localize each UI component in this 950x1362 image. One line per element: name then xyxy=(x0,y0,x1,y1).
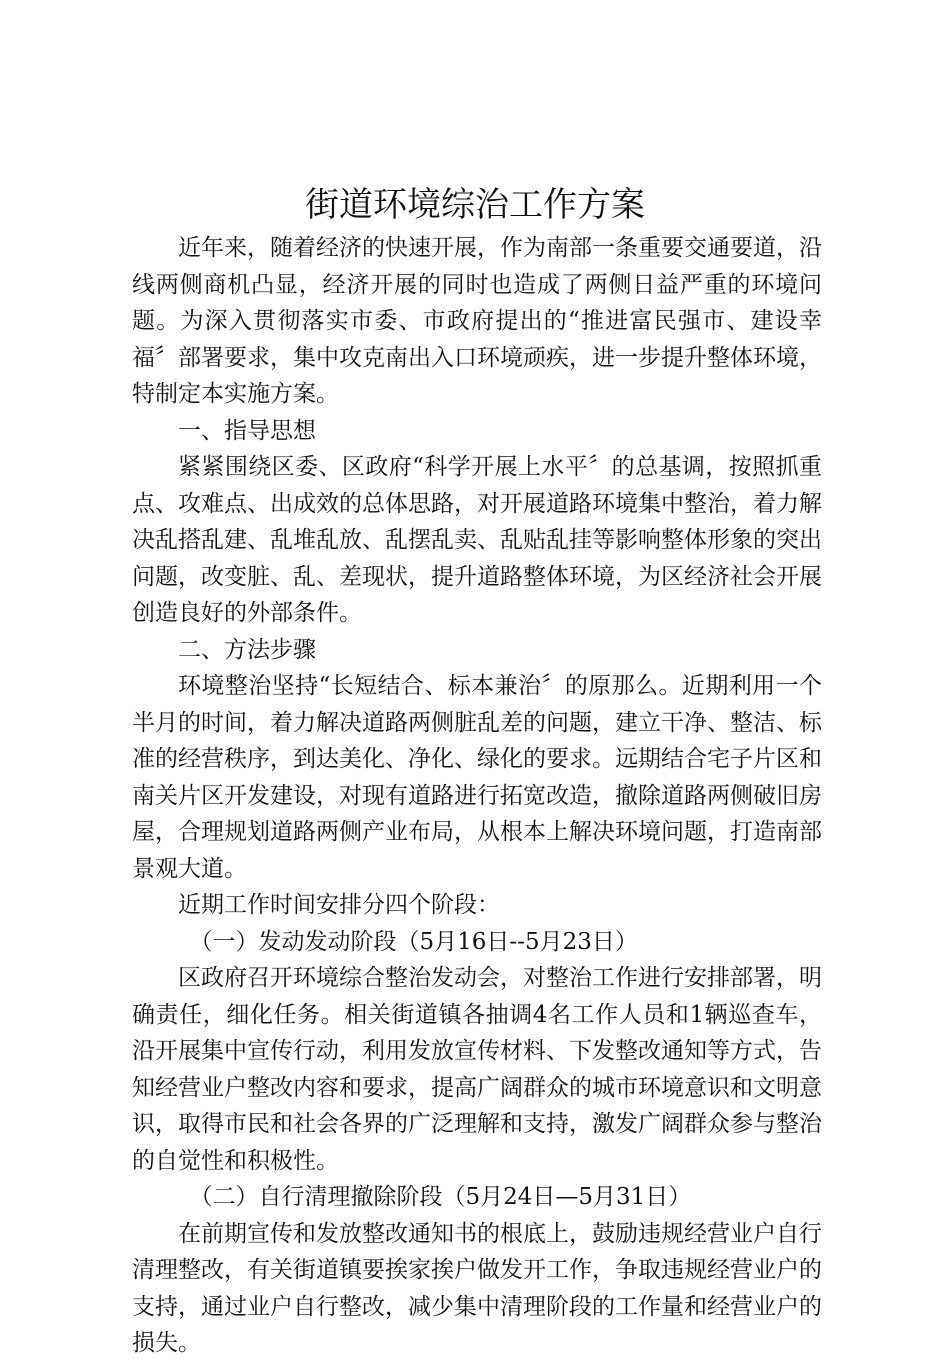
guiding-ideology-paragraph: 紧紧围绕区委、区政府“科学开展上水平〞的总基调，按照抓重点、攻难点、出成效的总体思路，对开展道路环境集中整治，着力解决乱搭乱建、乱堆乱放、乱摆乱卖、乱贴乱挂等影响整体形象的突出问题，改变脏、乱、差现状，提升道路整体环境，为区经济社会开展创造良好的外部条件。 xyxy=(132,454,822,626)
document-body xyxy=(132,230,822,1362)
methods-paragraph: 环境整治坚持“长短结合、标本兼治〞的原那么。近期利用一个半月的时间，着力解决道路两侧脏乱差的问题，建立干净、整洁、标准的经营秩序，到达美化、净化、绿化的要求。远期结合宅子片区和南关片区开发建设，对现有道路进行拓宽改造，撤除道路两侧破旧房屋，合理规划道路两侧产业布局，从根本上解决环境问题，打造南部景观大道。 xyxy=(132,673,822,882)
stage-one-heading: （一）发动发动阶段（5月16日--5月23日） xyxy=(189,928,638,955)
section-heading-methods-steps: 二、方法步骤 xyxy=(178,636,316,663)
stage-two-paragraph: 在前期宣传和发放整改通知书的根底上，鼓励违规经营业户自行清理整改，有关街道镇要挨家挨户做发开工作，争取违规经营业户的支持，通过业户自行整改，减少集中清理阶段的工作量和经营业户的损失。 xyxy=(132,1220,822,1356)
schedule-intro-paragraph: 近期工作时间安排分四个阶段： xyxy=(178,892,500,918)
intro-paragraph: 近年来，随着经济的快速开展，作为南部一条重要交通要道，沿线两侧商机凸显，经济开展的同时也造成了两侧日益严重的环境问题。为深入贯彻落实市委、市政府提出的“推进富民强市、建设幸福〞部署要求，集中攻克南出入口环境顽疾，进一步提升整体环境，特制定本实施方案。 xyxy=(132,235,822,407)
section-heading-guiding-ideology: 一、指导思想 xyxy=(178,417,316,444)
stage-two-heading: （二）自行清理撤除阶段（5月24日—5月31日） xyxy=(189,1184,692,1210)
document-title: 街道环境综治工作方案 xyxy=(305,185,645,225)
stage-one-paragraph: 区政府召开环境综合整治发动会，对整治工作进行安排部署，明确责任，细化任务。相关街道镇各抽调4名工作人员和1辆巡查车，沿开展集中宣传行动，利用发放宣传材料、下发整改通知等方式，告知经营业户整改内容和要求，提高广阔群众的城市环境意识和文明意识，取得市民和社会各界的广泛理解和支持，激发广阔群众参与整治的自觉性和积极性。 xyxy=(132,965,822,1174)
